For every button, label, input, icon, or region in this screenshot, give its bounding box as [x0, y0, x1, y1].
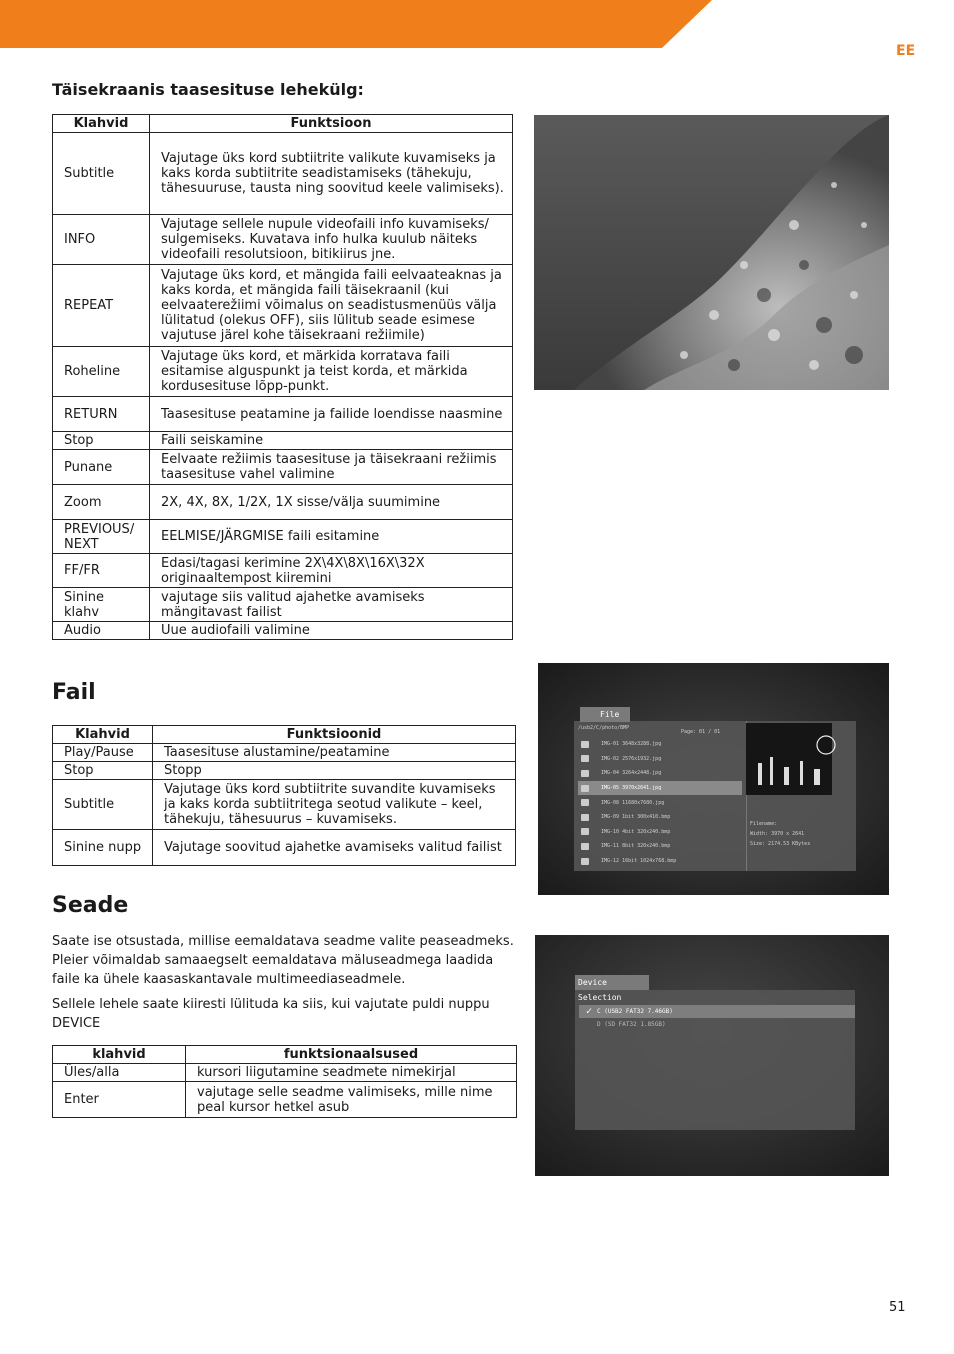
table-row	[53, 520, 513, 554]
table-row	[53, 215, 513, 265]
file-screen-title: File	[580, 707, 630, 722]
key-cell: Subtitle	[53, 780, 153, 830]
table-row	[53, 1082, 517, 1118]
camera-icon	[581, 828, 589, 835]
table-row	[53, 762, 516, 780]
file-page-indicator: Page: 01 / 01	[681, 729, 721, 735]
file-name: IMG-02 2576x1932.jpg	[601, 755, 662, 762]
section-title-file: Fail	[52, 680, 96, 705]
function-cell: Vajutage sellele nupule videofaili info kuvamiseks/ sulgemiseks. Kuvatava info hulka kuulub näiteks videofaili resolutsioon, bitikiirus jne.	[150, 215, 513, 265]
function-cell: Edasi/tagasi kerimine 2X\4X\8X\16X\32X originaaltempost kiiremini	[150, 554, 513, 588]
table-row	[53, 347, 513, 397]
column-header: Klahvid	[53, 115, 150, 133]
camera-icon	[581, 741, 589, 748]
camera-icon	[581, 799, 589, 806]
section-title-fullscreen: Täisekraanis taasesituse lehekülg:	[52, 80, 364, 99]
table-row	[53, 622, 513, 640]
function-cell: Stopp	[153, 762, 516, 780]
file-list	[578, 737, 742, 868]
key-cell: PREVIOUS/ NEXT	[53, 520, 150, 554]
file-name: IMG-12 16bit 1024x768.bmp	[601, 858, 677, 865]
device-list-item[interactable]	[579, 1005, 855, 1018]
file-name: IMG-11 8bit 320x240.bmp	[601, 843, 671, 850]
header-bar	[0, 0, 954, 48]
underwater-video-frame	[534, 115, 889, 390]
key-cell: FF/FR	[53, 554, 150, 588]
info-size: Size: 2174.53 KBytes	[750, 841, 811, 847]
page-number: 51	[889, 1300, 906, 1315]
column-header: Funktsioon	[150, 115, 513, 133]
file-name: IMG-01 3648x3288.jpg	[601, 741, 662, 748]
function-cell: Vajutage soovitud ajahetke avamiseks valitud failist	[153, 830, 516, 866]
file-list-item[interactable]	[578, 825, 742, 840]
file-list-item[interactable]	[578, 766, 742, 781]
file-path: /usb2/C/photo/BMP	[578, 725, 630, 731]
function-cell: Vajutage üks kord subtiitrite valikute kuvamiseks ja kaks korda subtiitrite seadistamiseks (tähekuju, tähesuuruse, tausta ning soovitud keele valimiseks).	[150, 133, 513, 215]
table-row	[53, 397, 513, 432]
camera-icon	[581, 785, 589, 792]
table-row	[53, 133, 513, 215]
device-paragraph-2: Sellele lehele saate kiiresti lülituda ka siis, kui vajutate puldi nuppu DEVICE	[52, 997, 490, 1031]
camera-icon	[581, 814, 589, 821]
file-name: IMG-08 11680x7680.jpg	[601, 799, 665, 806]
device-screen-title: Device Selection	[575, 975, 649, 990]
device-paragraph-1: Saate ise otsustada, millise eemaldatava seadme valite peaseadmeks. Pleier võimaldab samaaegselt eemaldatava mäluseadmega laadida faile ka ühele kaasaskantavale multimeediaseadmele.	[52, 934, 514, 987]
file-list-item[interactable]	[578, 795, 742, 810]
function-cell: Taasesituse alustamine/peatamine	[153, 744, 516, 762]
table-row	[53, 744, 516, 762]
section-title-device: Seade	[52, 893, 129, 918]
info-width: Width: 3970 x 2641	[750, 831, 805, 837]
device-name: D (SD FAT32 1.85GB)	[597, 1021, 666, 1028]
info-filename: Filename:	[750, 821, 778, 827]
function-cell: Vajutage üks kord subtiitrite suvandite kuvamiseks ja kaks korda subtiitritega seotud valikute – keel, tähekuju, tähesuurus – kuvamiseks.	[153, 780, 516, 830]
function-cell: Uue audiofaili valimine	[150, 622, 513, 640]
key-cell: Zoom	[53, 485, 150, 520]
file-name: IMG-09 1bit 300x410.bmp	[601, 814, 671, 821]
table-row	[53, 830, 516, 866]
file-list-item[interactable]	[578, 781, 742, 796]
key-cell: Roheline	[53, 347, 150, 397]
file-list-item[interactable]	[578, 854, 742, 869]
function-cell: Eelvaate režiimis taasesituse ja täisekraani režiimis taasesituse vahel valimine	[150, 450, 513, 485]
function-cell: Vajutage üks kord, et märkida korratava faili esitamise alguspunkt ja teist korda, et märkida kordusesituse lõpp-punkt.	[150, 347, 513, 397]
table-row	[53, 450, 513, 485]
function-cell: 2X, 4X, 8X, 1/2X, 1X sisse/välja suumimine	[150, 485, 513, 520]
function-cell: kursori liigutamine seadmete nimekirjal	[186, 1064, 517, 1082]
table-row	[53, 485, 513, 520]
function-cell: vajutage siis valitud ajahetke avamiseks mängitavast failist	[150, 588, 513, 622]
key-cell: Enter	[53, 1082, 186, 1118]
file-name: IMG-05 3970x2641.jpg	[601, 785, 662, 792]
camera-icon	[581, 770, 589, 777]
key-cell: REPEAT	[53, 265, 150, 347]
function-cell: Vajutage üks kord, et mängida faili eelvaateaknas ja kaks korda, et mängida faili täisekraanil (kui eelvaaterežiimi võimalus on seadistusmenüüs välja lülitatud (olekus OFF), siis lülitub seade esimese vajutuse järel kohe täisekraani režiimile)	[150, 265, 513, 347]
key-cell: Stop	[53, 762, 153, 780]
key-cell: Sinine nupp	[53, 830, 153, 866]
column-header: Klahvid	[53, 726, 153, 744]
key-cell: Subtitle	[53, 133, 150, 215]
function-cell: Taasesituse peatamine ja failide loendisse naasmine	[150, 397, 513, 432]
camera-icon	[581, 755, 589, 762]
device-name: C (USB2 FAT32 7.46GB)	[597, 1008, 673, 1015]
device-selection-screenshot	[535, 935, 889, 1176]
key-cell: Stop	[53, 432, 150, 450]
table-row	[53, 432, 513, 450]
table-row	[53, 588, 513, 622]
key-cell: Play/Pause	[53, 744, 153, 762]
key-cell: RETURN	[53, 397, 150, 432]
camera-icon	[581, 843, 589, 850]
key-cell: Audio	[53, 622, 150, 640]
device-keys-table	[52, 1045, 517, 1118]
file-keys-table	[52, 725, 516, 866]
camera-icon	[581, 858, 589, 865]
column-header: funktsionaalsused	[186, 1046, 517, 1064]
file-list-item[interactable]	[578, 810, 742, 825]
column-header: Funktsioonid	[153, 726, 516, 744]
function-cell: vajutage selle seadme valimiseks, mille nime peal kursor hetkel asub	[186, 1082, 517, 1118]
file-list-item[interactable]	[578, 737, 742, 752]
function-cell: Faili seiskamine	[150, 432, 513, 450]
file-browser-screenshot	[538, 663, 889, 895]
device-list	[579, 1005, 855, 1031]
table-row	[53, 265, 513, 347]
file-name: IMG-10 4bit 320x240.bmp	[601, 828, 671, 835]
function-cell: EELMISE/JÄRGMISE faili esitamine	[150, 520, 513, 554]
file-list-item[interactable]	[578, 839, 742, 854]
file-name: IMG-04 3264x2448.jpg	[601, 770, 662, 777]
table-row	[53, 780, 516, 830]
device-list-item[interactable]	[579, 1018, 855, 1031]
language-code: EE	[896, 43, 916, 59]
column-header: klahvid	[53, 1046, 186, 1064]
fullscreen-keys-table	[52, 114, 513, 640]
key-cell: INFO	[53, 215, 150, 265]
key-cell: Üles/alla	[53, 1064, 186, 1082]
checkmark-icon: ✓	[585, 1006, 593, 1017]
key-cell: Punane	[53, 450, 150, 485]
key-cell: Sinine klahv	[53, 588, 150, 622]
table-row	[53, 554, 513, 588]
file-list-item[interactable]	[578, 752, 742, 767]
table-row	[53, 1064, 517, 1082]
